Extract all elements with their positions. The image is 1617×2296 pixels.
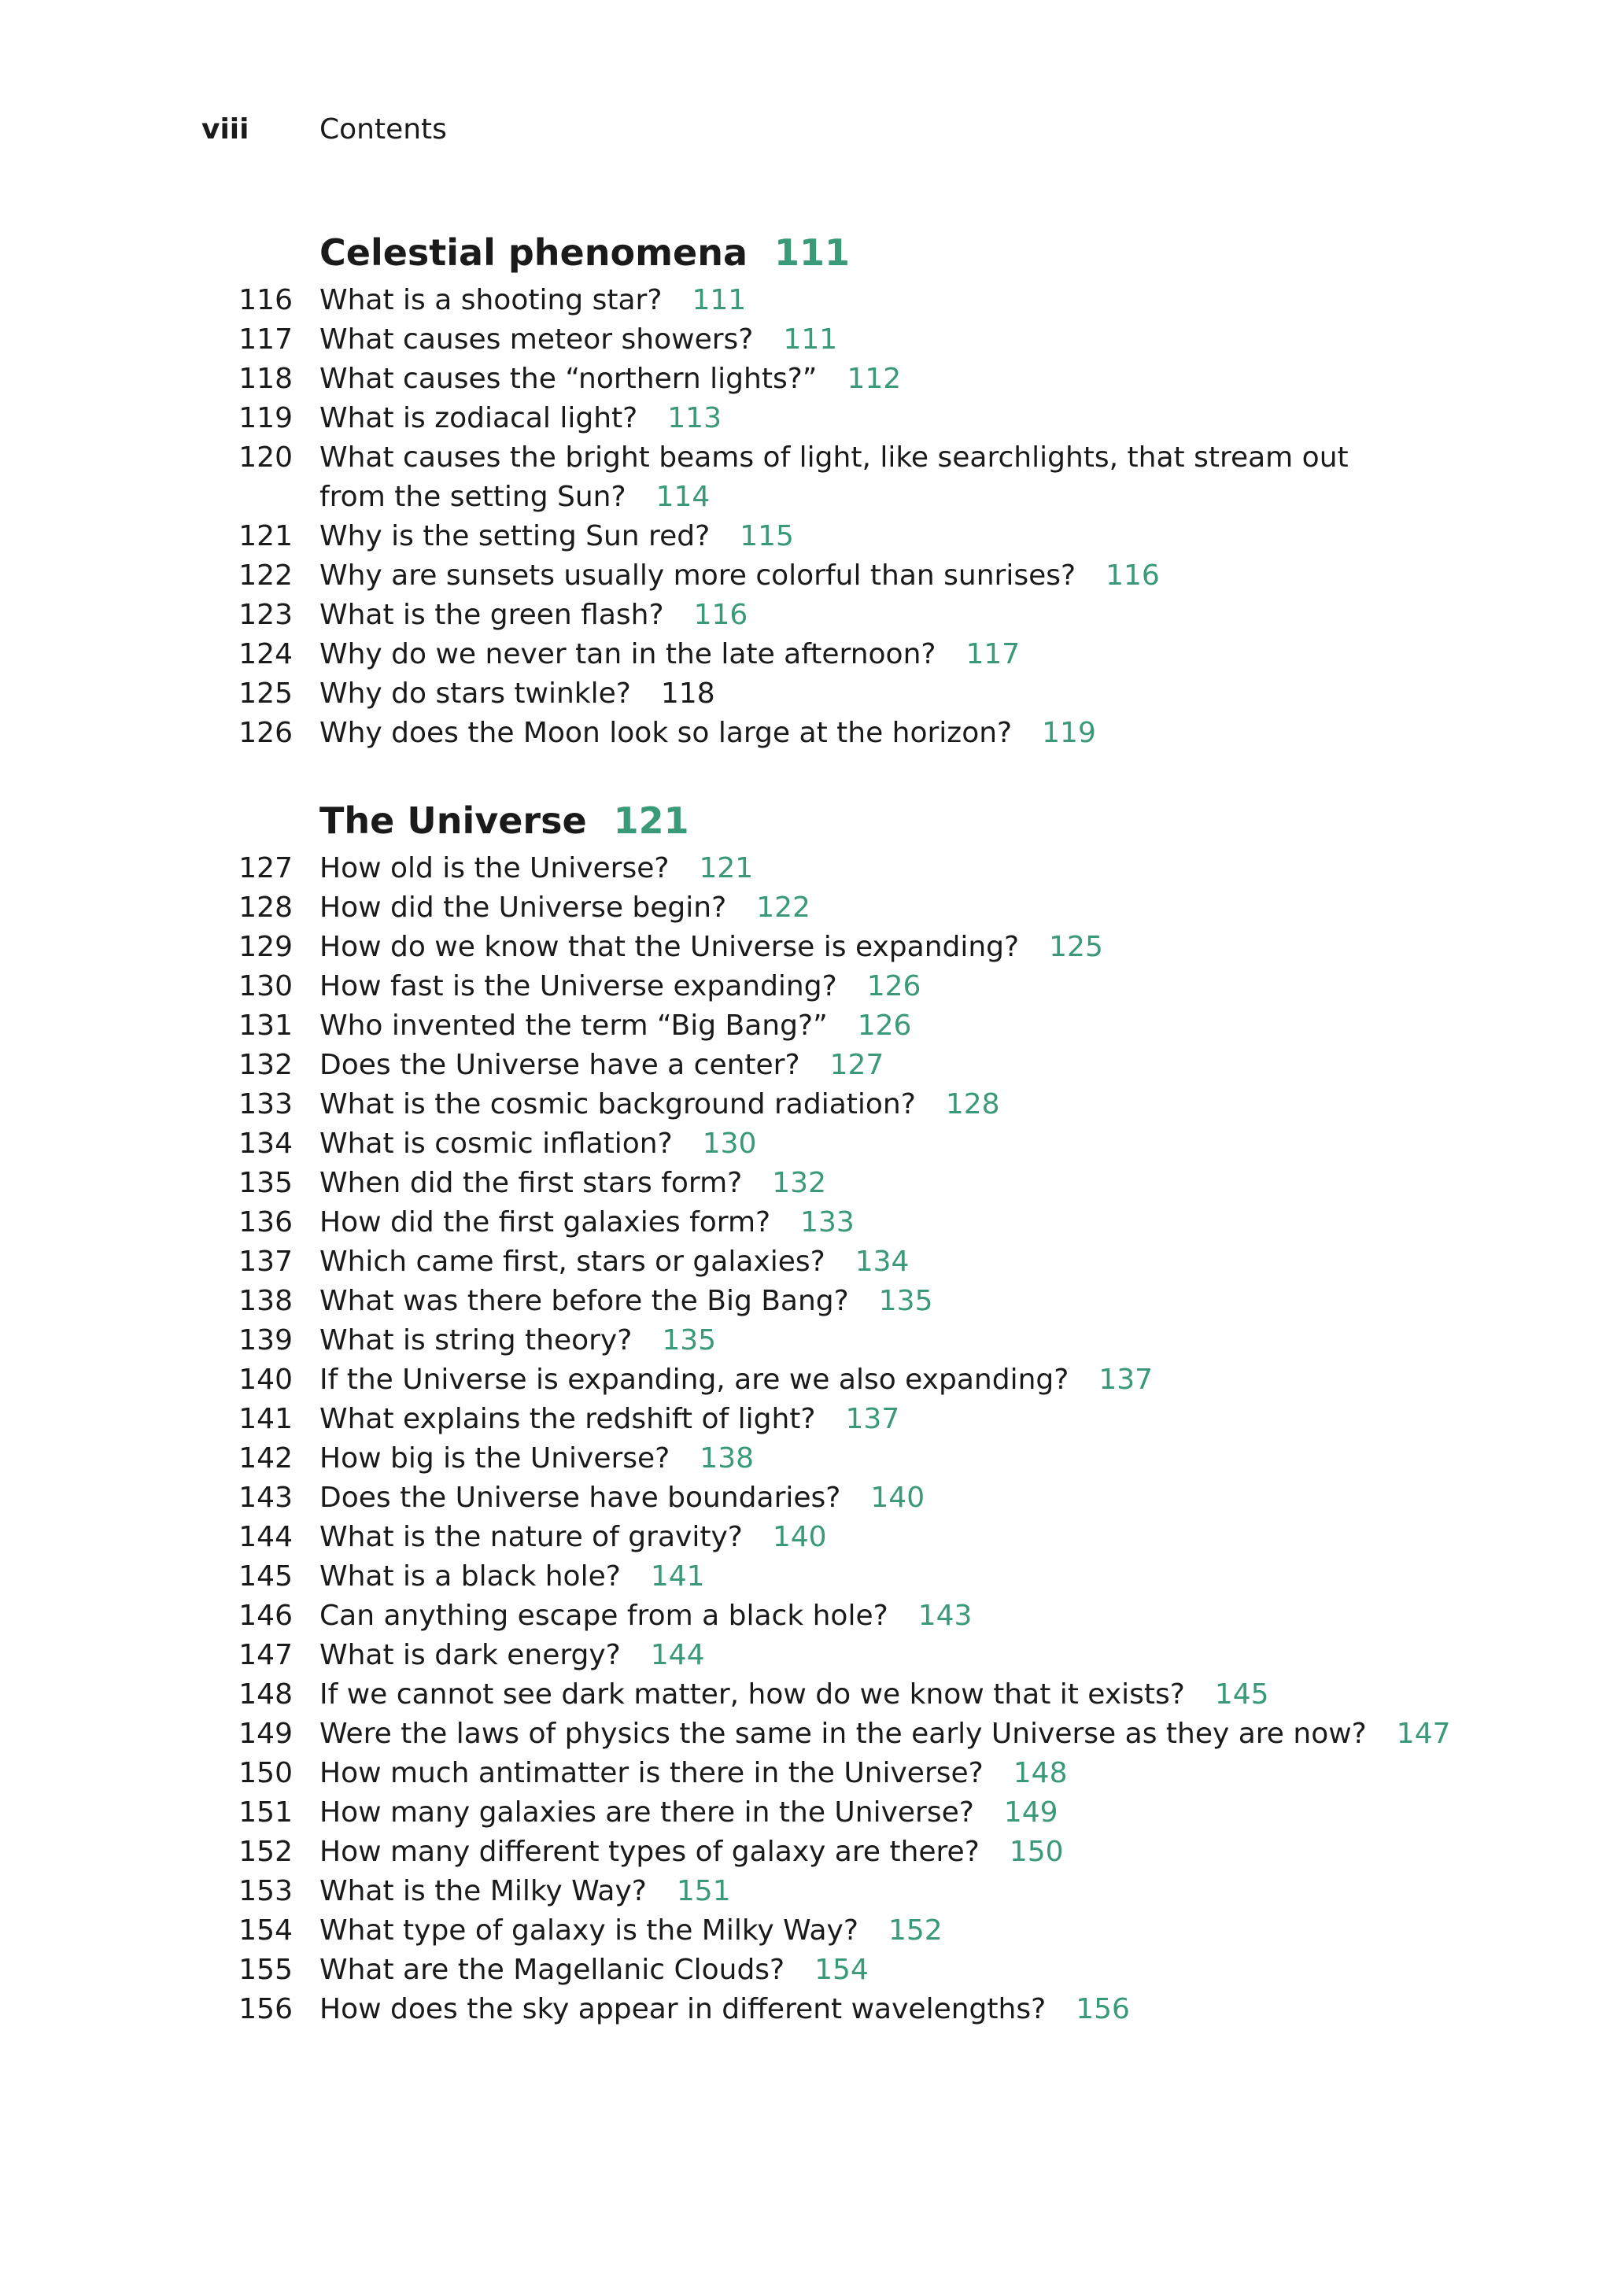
question-number: 117: [238, 323, 293, 356]
question-text: What is dark energy?: [319, 1639, 621, 1671]
page-number: 125: [1049, 931, 1103, 963]
question-text: What is the green flash?: [319, 599, 664, 631]
question-text: Why do we never tan in the late afternoon?: [319, 638, 936, 670]
page-number: 137: [1098, 1364, 1154, 1396]
question-text: Can anything escape from a black hole?: [319, 1600, 888, 1632]
question-number: 129: [238, 931, 293, 963]
toc-entry: [0, 1596, 1617, 1636]
question-text: Why do stars twinkle?: [319, 677, 631, 710]
question-number: 118: [238, 363, 293, 395]
toc-entry: [0, 967, 1617, 1006]
question-number: 131: [238, 1010, 293, 1042]
toc-entry: [0, 1675, 1617, 1715]
page-number: 140: [870, 1482, 925, 1514]
question-number: 152: [238, 1836, 293, 1868]
question-number: 141: [238, 1403, 293, 1435]
toc-entry: [0, 1242, 1617, 1282]
question-number: 135: [238, 1167, 293, 1199]
toc-entry: [0, 1833, 1617, 1872]
section-title: Celestial phenomena: [319, 231, 748, 274]
question-number: 139: [238, 1324, 293, 1357]
page-number: 147: [1396, 1718, 1451, 1750]
page-number: 145: [1214, 1678, 1269, 1711]
question-number: 130: [238, 970, 293, 1002]
page-number: 154: [814, 1954, 869, 1986]
toc-entry: [0, 1754, 1617, 1793]
question-number: 143: [238, 1482, 293, 1514]
toc-entry: [0, 1990, 1617, 2029]
question-number: 142: [238, 1442, 293, 1475]
page-number: 115: [740, 520, 794, 552]
question-text: What causes meteor showers?: [319, 323, 754, 356]
page-number: 112: [847, 363, 902, 395]
question-number: 127: [238, 852, 293, 884]
toc-entry: [0, 1006, 1617, 1046]
question-text: How many different types of galaxy are there?: [319, 1836, 980, 1868]
question-text: What was there before the Big Bang?: [319, 1285, 849, 1317]
question-text: How big is the Universe?: [319, 1442, 670, 1475]
page-number: 137: [845, 1403, 900, 1435]
question-number: 136: [238, 1206, 293, 1238]
toc-entry: [0, 1557, 1617, 1596]
question-text: What causes the “northern lights?”: [319, 363, 818, 395]
question-text: How much antimatter is there in the Universe?: [319, 1757, 984, 1789]
question-text: Why does the Moon look so large at the horizon?: [319, 717, 1013, 749]
question-number: 147: [238, 1639, 293, 1671]
question-number: 122: [238, 559, 293, 592]
page-number: 133: [800, 1206, 855, 1238]
toc-entry: [0, 1911, 1617, 1951]
toc-entry: [0, 556, 1617, 596]
toc-entry: [0, 1203, 1617, 1242]
folio: viii: [201, 113, 249, 146]
toc-entry: [0, 849, 1617, 888]
toc-entry: [0, 1085, 1617, 1124]
section-heading: [319, 224, 1617, 281]
section-page-number: 111: [774, 231, 851, 274]
toc-entry: [0, 714, 1617, 753]
question-text-continued: from the setting Sun?: [319, 481, 626, 513]
question-number: 151: [238, 1796, 293, 1829]
question-text: How fast is the Universe expanding?: [319, 970, 837, 1002]
toc-entry: [0, 1636, 1617, 1675]
contents-list: [0, 224, 1617, 2029]
toc-entry: [0, 360, 1617, 399]
toc-entry: [0, 1046, 1617, 1085]
page-number: 143: [917, 1600, 973, 1632]
question-text: If the Universe is expanding, are we also expanding?: [319, 1364, 1069, 1396]
page-number: 132: [772, 1167, 826, 1199]
page-number: 126: [866, 970, 921, 1002]
toc-entry: [0, 1321, 1617, 1360]
page-number: 130: [702, 1128, 757, 1160]
page-number: 140: [772, 1521, 827, 1553]
question-text: Does the Universe have a center?: [319, 1049, 800, 1081]
toc-entry: [0, 888, 1617, 928]
page-number: 141: [650, 1560, 705, 1593]
page-number: 152: [888, 1914, 943, 1947]
question-number: 140: [238, 1364, 293, 1396]
page-number: 156: [1076, 1993, 1130, 2025]
toc-entry: [0, 928, 1617, 967]
question-text: What type of galaxy is the Milky Way?: [319, 1914, 858, 1947]
question-number: 155: [238, 1954, 293, 1986]
question-number: 134: [238, 1128, 293, 1160]
toc-entry: [0, 674, 1617, 714]
toc-entry: [0, 399, 1617, 438]
question-text: Why are sunsets usually more colorful than sunrises?: [319, 559, 1076, 592]
page-number: 116: [693, 599, 748, 631]
question-text: What is cosmic inflation?: [319, 1128, 673, 1160]
page-number: 111: [783, 323, 838, 356]
question-number: 133: [238, 1088, 293, 1120]
question-text: Why is the setting Sun red?: [319, 520, 711, 552]
question-number: 144: [238, 1521, 293, 1553]
toc-entry: [0, 1951, 1617, 1990]
page-number: 134: [855, 1246, 910, 1278]
question-number: 156: [238, 1993, 293, 2025]
question-text: What are the Magellanic Clouds?: [319, 1954, 785, 1986]
question-text: When did the first stars form?: [319, 1167, 743, 1199]
toc-entry: [0, 635, 1617, 674]
page-number: 135: [662, 1324, 717, 1357]
toc-entry: [0, 320, 1617, 360]
question-text: Were the laws of physics the same in the early Universe as they are now?: [319, 1718, 1367, 1750]
question-number: 138: [238, 1285, 293, 1317]
page-number: 122: [756, 891, 810, 924]
question-number: 137: [238, 1246, 293, 1278]
question-number: 119: [238, 402, 293, 434]
question-text: Who invented the term “Big Bang?”: [319, 1010, 828, 1042]
page-number: 138: [700, 1442, 755, 1475]
page-number: 111: [692, 284, 747, 316]
section-page-number: 121: [613, 799, 689, 842]
toc-entry: [0, 1793, 1617, 1833]
section-celestial-phenomena: [0, 224, 1617, 753]
question-number: 148: [238, 1678, 293, 1711]
question-text: What is string theory?: [319, 1324, 633, 1357]
question-number: 132: [238, 1049, 293, 1081]
toc-entry: [0, 438, 1617, 517]
question-number: 154: [238, 1914, 293, 1947]
question-text: Which came first, stars or galaxies?: [319, 1246, 825, 1278]
page-number: 148: [1013, 1757, 1068, 1789]
question-number: 146: [238, 1600, 293, 1632]
page-number: 117: [965, 638, 1021, 670]
question-number: 125: [238, 677, 293, 710]
question-text: What explains the redshift of light?: [319, 1403, 816, 1435]
page-number: 118: [660, 677, 715, 710]
running-head: [0, 110, 1617, 149]
question-text: How do we know that the Universe is expanding?: [319, 931, 1020, 963]
page-number: 149: [1003, 1796, 1058, 1829]
page-number: 114: [655, 481, 711, 513]
question-text: What is zodiacal light?: [319, 402, 638, 434]
question-number: 128: [238, 891, 293, 924]
question-text: How does the sky appear in different wavelengths?: [319, 1993, 1047, 2025]
question-number: 149: [238, 1718, 293, 1750]
question-number: 121: [238, 520, 293, 552]
toc-entry: [0, 1400, 1617, 1439]
page-number: 113: [667, 402, 722, 434]
section-the-universe: [0, 792, 1617, 2029]
page-number: 128: [945, 1088, 1000, 1120]
question-text: What is the cosmic background radiation?: [319, 1088, 916, 1120]
toc-entry: [0, 1518, 1617, 1557]
question-number: 120: [238, 441, 293, 474]
running-head-title: Contents: [319, 113, 447, 146]
question-text: What causes the bright beams of light, like searchlights, that stream out: [319, 441, 1349, 474]
question-text: How did the first galaxies form?: [319, 1206, 771, 1238]
toc-entry: [0, 1439, 1617, 1478]
question-text: What is the nature of gravity?: [319, 1521, 743, 1553]
toc-entry: [0, 1872, 1617, 1911]
question-text: Does the Universe have boundaries?: [319, 1482, 841, 1514]
page-number: 144: [650, 1639, 705, 1671]
page-number: 151: [676, 1875, 731, 1907]
question-text: How old is the Universe?: [319, 852, 670, 884]
question-text: How did the Universe begin?: [319, 891, 727, 924]
question-number: 153: [238, 1875, 293, 1907]
toc-entry: [0, 1478, 1617, 1518]
toc-entry: [0, 1715, 1617, 1754]
question-text: How many galaxies are there in the Universe?: [319, 1796, 974, 1829]
toc-entry: [0, 517, 1617, 556]
question-number: 126: [238, 717, 293, 749]
question-text: If we cannot see dark matter, how do we know that it exists?: [319, 1678, 1185, 1711]
toc-entry: [0, 596, 1617, 635]
question-number: 116: [238, 284, 293, 316]
page-number: 135: [878, 1285, 933, 1317]
page-number: 150: [1009, 1836, 1064, 1868]
page-number: 127: [829, 1049, 884, 1081]
question-number: 123: [238, 599, 293, 631]
toc-entry: [0, 1360, 1617, 1400]
page-number: 119: [1042, 717, 1096, 749]
question-number: 145: [238, 1560, 293, 1593]
question-text: What is a black hole?: [319, 1560, 621, 1593]
page-number: 126: [857, 1010, 912, 1042]
page-number: 121: [699, 852, 754, 884]
question-text: What is a shooting star?: [319, 284, 663, 316]
question-text: What is the Milky Way?: [319, 1875, 647, 1907]
toc-entry: [0, 1164, 1617, 1203]
toc-entry: [0, 1282, 1617, 1321]
page-number: 116: [1106, 559, 1160, 592]
toc-entry: [0, 281, 1617, 320]
section-title: The Universe: [319, 799, 587, 842]
toc-entry: [0, 1124, 1617, 1164]
question-number: 150: [238, 1757, 293, 1789]
question-number: 124: [238, 638, 293, 670]
section-heading: [319, 792, 1617, 849]
